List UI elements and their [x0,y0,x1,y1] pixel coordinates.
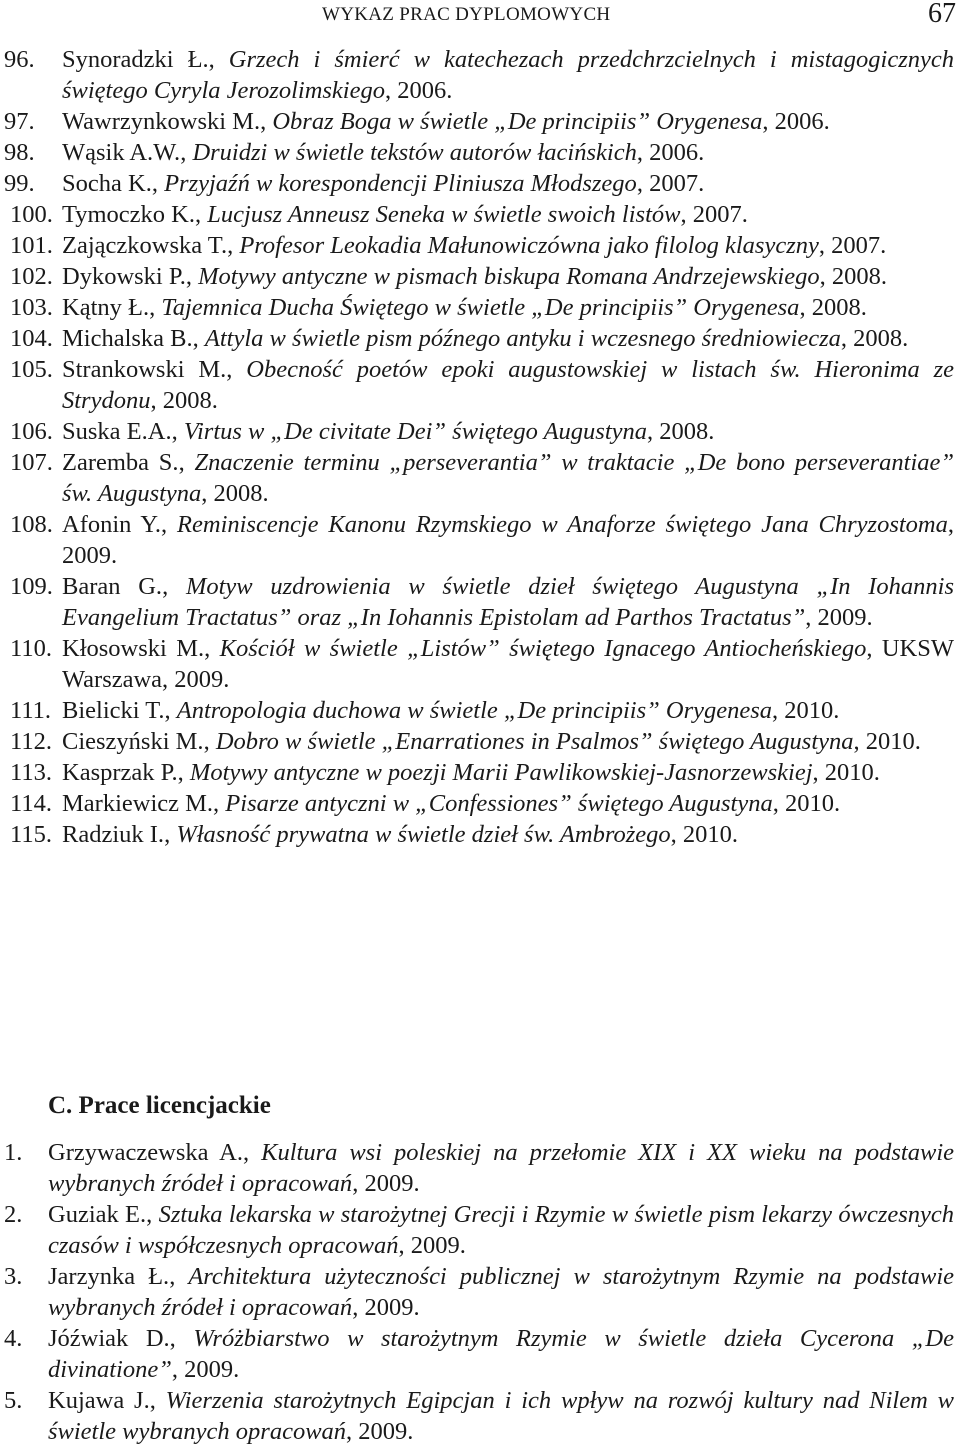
author-name: Kłosowski M. [62,635,205,662]
thesis-title: Motywy antyczne w pismach biskupa Romana Andrzejewskiego [198,263,820,290]
separator: , [226,356,247,383]
thesis-year: , 2009. [352,1170,420,1197]
author-name: Strankowski M. [62,356,227,383]
author-name: Grzywaczewska A. [48,1139,243,1166]
author-name: Jóźwiak D. [48,1325,170,1352]
theses-list [0,44,960,850]
list-item [0,571,960,633]
thesis-title: Tajemnica Ducha Świętego w świetle „De principiis” Orygenesa [161,294,800,321]
list-item [0,261,960,292]
thesis-year: , 2010. [670,821,738,848]
thesis-year: , 2008. [201,480,269,507]
section-heading: C. Prace licencjackie [48,1092,271,1119]
list-item [0,819,960,850]
thesis-title: Motywy antyczne w poezji Marii Pawlikowskiej-Jasnorzewskiej [189,759,813,786]
author-name: Kątny Ł. [62,294,150,321]
separator: , [162,573,186,600]
thesis-year: , 2006. [762,108,830,135]
thesis-title: Wierzenia starożytnych Egipcjan i ich wpływ na rozwój kultury nad Nilem w świetle wybranych opracowań [48,1387,954,1445]
item-number: 4. [4,1325,23,1352]
list-item [0,1323,960,1385]
list-item [0,292,960,323]
item-number: 96. [4,46,35,73]
item-number: 111. [10,697,52,724]
thesis-year: , 2007. [636,170,705,197]
list-item [0,509,960,571]
separator: , [169,1263,189,1290]
thesis-title: Obecność poetów epoki augustowskiej w listach św. Hieronima ze Strydonu [62,356,954,414]
separator: , [260,108,273,135]
item-number: 98. [4,139,35,166]
thesis-year: , UKSW Warszawa, 2009. [62,635,954,693]
separator: , [149,1387,166,1414]
author-name: Suska E.A. [62,418,172,445]
author-name: Zaremba S. [62,449,179,476]
list-item [0,137,960,168]
item-number: 101. [10,232,53,259]
thesis-title: Pisarze antyczni w „Confessiones” świętego Augustyna [225,790,773,817]
list-item [0,323,960,354]
separator: , [208,46,229,73]
thesis-year: , 2006. [384,77,453,104]
thesis-title: Attyla w świetle pism późnego antyku i wczesnego średniowiecza [204,325,841,352]
separator: , [204,635,220,662]
author-name: Markiewicz M. [62,790,214,817]
list-item [0,1137,960,1199]
thesis-year: , 2010. [853,728,921,755]
list-item [0,1261,960,1323]
separator: , [203,728,216,755]
separator: , [185,263,199,290]
list-item [0,633,960,695]
list-item [0,44,960,106]
separator: , [149,294,162,321]
list-item [0,168,960,199]
page-header [0,0,960,28]
separator: , [164,821,177,848]
thesis-title: Druidzi w świetle tekstów autorów łacińskich [192,139,637,166]
separator: , [161,511,178,538]
thesis-title: Dobro w świetle „Enarrationes in Psalmos” świętego Augustyna [215,728,854,755]
item-number: 106. [10,418,53,445]
item-number: 115. [10,821,52,848]
thesis-year: , 2009. [62,511,954,569]
item-number: 103. [10,294,53,321]
list-item [0,199,960,230]
list-item [0,447,960,509]
separator: , [178,449,195,476]
item-number: 5. [4,1387,23,1414]
thesis-year: , 2009. [805,604,873,631]
thesis-title: Wróżbiarstwo w starożytnym Rzymie w świetle dzieła Cycerona „De divinatione” [48,1325,955,1383]
thesis-title: Kościół w świetle „Listów” świętego Ignacego Antiocheńskiego [219,635,867,662]
author-name: Cieszyński M. [62,728,204,755]
thesis-title: Grzech i śmierć w katechezach przedchrzcielnych i mistagogicznych świętego Cyryla Jerozolimskiego [62,46,954,104]
list-item [0,416,960,447]
item-number: 100. [10,201,53,228]
thesis-title: Reminiscencje Kanonu Rzymskiego w Anaforze świętego Jana Chryzostoma [177,511,948,538]
author-name: Radziuk I. [62,821,165,848]
list-item [0,1199,960,1261]
author-name: Kujawa J. [48,1387,150,1414]
thesis-title: Antropologia duchowa w świetle „De principiis” Orygenesa [176,697,773,724]
item-number: 107. [10,449,53,476]
item-number: 108. [10,511,53,538]
list-item [0,106,960,137]
list-item [0,695,960,726]
item-number: 97. [4,108,35,135]
thesis-title: Obraz Boga w świetle „De principiis” Orygenesa [272,108,763,135]
author-name: Guziak E. [48,1201,147,1228]
separator: , [169,1325,194,1352]
list-item [0,230,960,261]
thesis-year: , 2010. [772,697,840,724]
thesis-title: Sztuka lekarska w starożytnej Grecji i Rzymie w świetle pism lekarzy ówczesnych czasów i współczesnych opracowań [48,1201,955,1259]
thesis-title: Znaczenie terminu „perseverantia” w traktacie „De bono perseverantiae” św. Augustyna [62,449,954,507]
thesis-title: Przyjaźń w korespondencji Pliniusza Młodszego [164,170,637,197]
separator: , [164,697,177,724]
separator: , [195,201,208,228]
thesis-year: , 2006. [636,139,705,166]
separator: , [146,1201,159,1228]
author-name: Wawrzynkowski M. [62,108,261,135]
thesis-year: , 2008. [150,387,218,414]
author-name: Wąsik A.W. [62,139,181,166]
separator: , [151,170,165,197]
item-number: 2. [4,1201,23,1228]
item-number: 1. [4,1139,23,1166]
separator: , [192,325,205,352]
item-number: 113. [10,759,52,786]
thesis-year: , 2008. [647,418,715,445]
author-name: Baran G. [62,573,163,600]
licentiate-list [0,1137,960,1447]
author-name: Dykowski P. [62,263,186,290]
separator: , [213,790,226,817]
thesis-year: , 2010. [772,790,841,817]
author-name: Synoradzki Ł. [62,46,209,73]
item-number: 99. [4,170,35,197]
thesis-year: , 2009. [346,1418,414,1445]
author-name: Kasprzak P. [62,759,178,786]
item-number: 110. [10,635,52,662]
author-name: Socha K. [62,170,152,197]
item-number: 102. [10,263,53,290]
item-number: 105. [10,356,53,383]
author-name: Tymoczko K. [62,201,196,228]
item-number: 104. [10,325,53,352]
list-item [0,354,960,416]
thesis-year: , 2008. [819,263,887,290]
thesis-year: , 2009. [171,1356,240,1383]
item-number: 114. [10,790,52,817]
author-name: Bielicki T. [62,697,165,724]
thesis-title: Własność prywatna w świetle dzieł św. Ambrożego [176,821,671,848]
thesis-title: Virtus w „De civitate Dei” świętego Augustyna [183,418,648,445]
thesis-year: , 2008. [799,294,867,321]
list-item [0,1385,960,1447]
thesis-year: , 2009. [352,1294,420,1321]
thesis-year: , 2009. [398,1232,466,1259]
author-name: Michalska B. [62,325,193,352]
thesis-title: Kultura wsi poleskiej na przełomie XIX i XX wieku na podstawie wybranych źródeł i opracowań [48,1139,955,1197]
page-number: 67 [928,0,956,29]
thesis-title: Lucjusz Anneusz Seneka w świetle swoich listów [207,201,681,228]
item-number: 112. [10,728,52,755]
thesis-title: Profesor Leokadia Małunowiczówna jako filolog klasyczny [239,232,819,259]
thesis-year: , 2008. [840,325,909,352]
separator: , [227,232,240,259]
item-number: 109. [10,573,53,600]
thesis-year: , 2007. [680,201,748,228]
list-item [0,726,960,757]
running-title: WYKAZ PRAC DYPLOMOWYCH [322,4,611,25]
separator: , [180,139,193,166]
item-number: 3. [4,1263,23,1290]
thesis-year: , 2007. [818,232,887,259]
separator: , [242,1139,262,1166]
thesis-year: , 2010. [812,759,880,786]
author-name: Zajączkowska T. [62,232,228,259]
author-name: Afonin Y. [62,511,162,538]
author-name: Jarzynka Ł. [48,1263,170,1290]
thesis-title: Motyw uzdrowienia w świetle dzieł świętego Augustyna „In Iohannis Evangelium Tractatus” oraz „In Iohannis Epistolam ad Parthos Tractatus” [62,573,954,631]
separator: , [171,418,184,445]
list-item [0,757,960,788]
list-item [0,788,960,819]
separator: , [177,759,190,786]
thesis-title: Architektura użyteczności publicznej w starożytnym Rzymie na podstawie wybranych źródeł i opracowań [48,1263,955,1321]
